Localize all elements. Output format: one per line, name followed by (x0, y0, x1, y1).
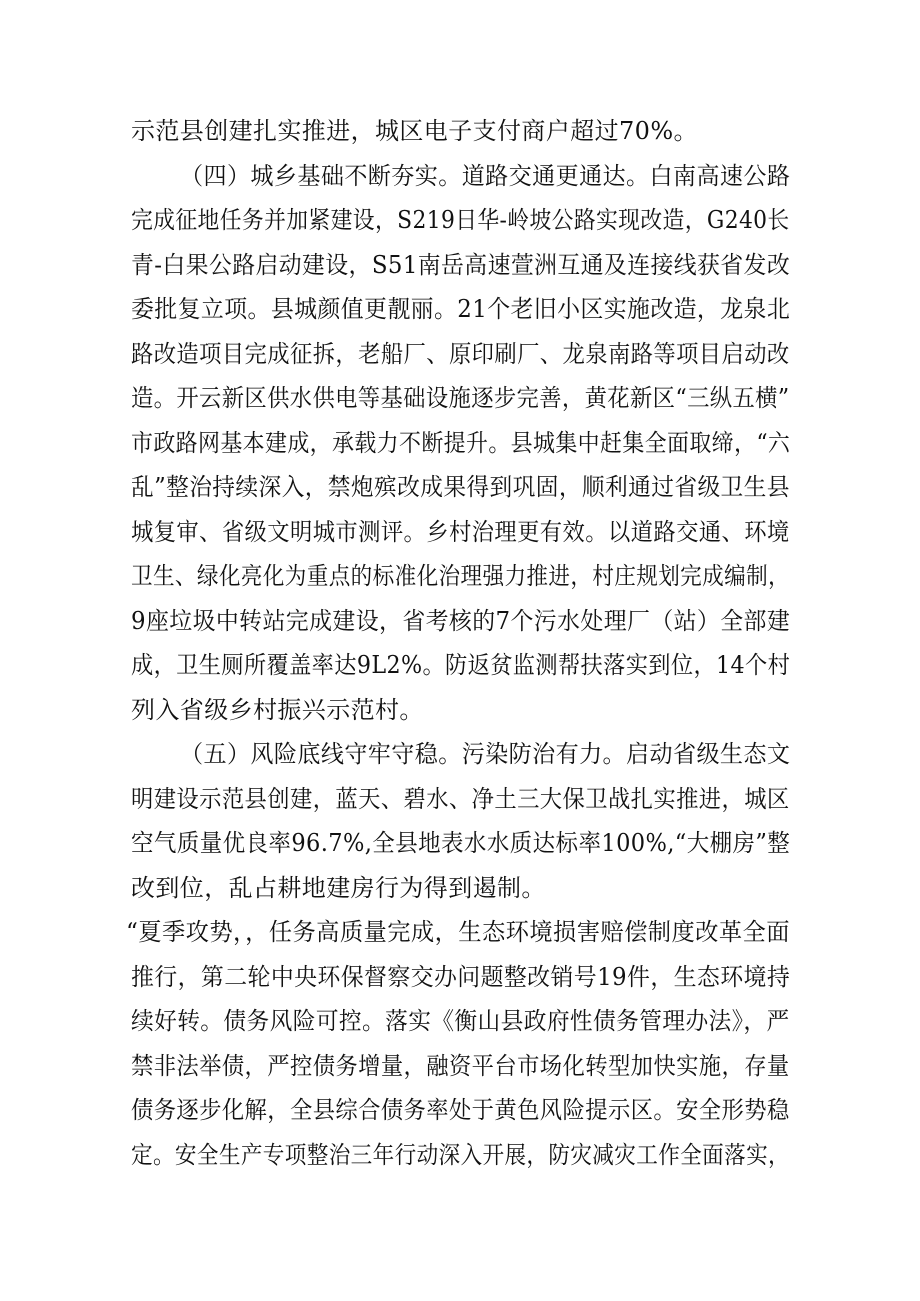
text-line: 改到位，乱占耕地建房行为得到遏制。 (131, 874, 546, 902)
text-line: （五）风险底线守牢守稳。污染防治有力。启动省级生态文 (180, 740, 791, 768)
text-line: 青-白果公路启动建设，S51南岳高速萱洲互通及连接线获省发改 (131, 251, 791, 279)
text-line: 明建设示范县创建，蓝天、碧水、净土三大保卫战扎实推进，城区 (131, 785, 790, 813)
text-line: 列入省级乡村振兴示范村。 (131, 696, 424, 724)
text-line: 债务逐步化解，全县综合债务率处于黄色风险提示区。安全形势稳 (131, 1096, 790, 1124)
text-line: 成，卫生厕所覆盖率达9L2%。防返贫监测帮扶落实到位，14个村 (131, 651, 791, 679)
text-line: 续好转。债务风险可控。落实《衡山县政府性债务管理办法》，严 (131, 1007, 790, 1035)
text-line: 卫生、绿化亮化为重点的标准化治理强力推进，村庄规划完成编制， (131, 562, 791, 590)
text-line: 路改造项目完成征拆，老船厂、原印刷厂、龙泉南路等项目启动改 (131, 340, 790, 368)
text-line: 市政路网基本建成，承载力不断提升。县城集中赶集全面取缔，“六 (131, 429, 791, 457)
text-line: 推行，第二轮中央环保督察交办问题整改销号19件，生态环境持 (131, 963, 791, 991)
text-line: 委批复立项。县城颜值更靓丽。21个老旧小区实施改造，龙泉北 (131, 295, 791, 323)
text-line: “夏季攻势，，任务高质量完成，生态环境损害赔偿制度改革全面 (126, 918, 790, 946)
text-line: 9座垃圾中转站完成建设，省考核的7个污水处理厂（站）全部建 (131, 607, 791, 635)
text-line: （四）城乡基础不断夯实。道路交通更通达。白南高速公路 (180, 162, 791, 190)
text-line: 示范县创建扎实推进，城区电子支付商户超过70%。 (131, 117, 698, 145)
text-line: 禁非法举债，严控债务增量，融资平台市场化转型加快实施，存量 (131, 1052, 790, 1080)
text-line: 城复审、省级文明城市测评。乡村治理更有效。以道路交通、环境 (131, 518, 790, 546)
text-line: 造。开云新区供水供电等基础设施逐步完善，黄花新区“三纵五横” (131, 384, 790, 412)
text-line: 空气质量优良率96.7%,全县地表水水质达标率100%,“大棚房”整 (131, 829, 791, 857)
text-line: 定。安全生产专项整治三年行动深入开展，防灾减灾工作全面落实， (131, 1141, 791, 1169)
text-line: 完成征地任务并加紧建设，S219日华-岭坡公路实现改造，G240长 (131, 206, 790, 234)
text-line: 乱”整治持续深入，禁炮殡改成果得到巩固，顺利通过省级卫生县 (131, 473, 790, 501)
